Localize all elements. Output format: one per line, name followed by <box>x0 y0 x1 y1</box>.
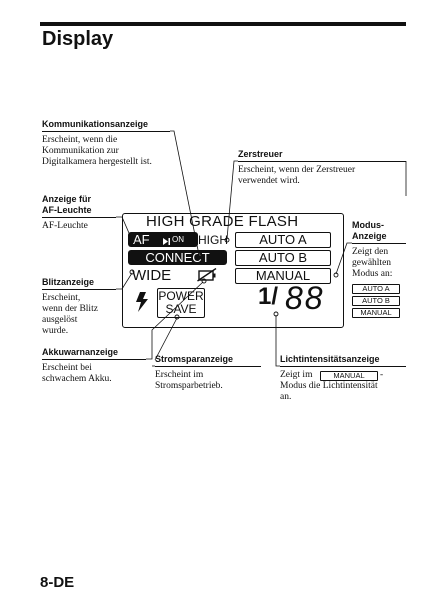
licht-manual-badge: MANUAL <box>320 371 378 381</box>
mode-badge-auto-a: AUTO A <box>352 284 400 294</box>
licht-line-1-pre: Zeigt im <box>280 370 313 380</box>
modus-line-3: Modus an: <box>352 269 393 279</box>
kommunikation-line-3: Digitalkamera hergestellt ist. <box>42 157 152 167</box>
zerstreuer-line-1: Erscheint, wenn der Zerstreuer <box>238 165 356 175</box>
mode-badge-auto-b: AUTO B <box>352 296 400 306</box>
zerstreuer-label: Zerstreuer <box>238 149 283 159</box>
akku-line-2: schwachem Akku. <box>42 374 112 384</box>
lcd-auto-a: AUTO A <box>235 232 331 248</box>
lcd-af-text: AF <box>133 232 150 247</box>
licht-line-3: an. <box>280 392 292 402</box>
kommunikation-line-2: Kommunikation zur <box>42 146 119 156</box>
lcd-digits: 88 <box>285 280 325 316</box>
kommunikation-label: Kommunikationsanzeige <box>42 119 149 129</box>
strom-line-2: Stromsparbetrieb. <box>155 381 223 391</box>
modus-label-1: Modus- <box>352 220 384 230</box>
blitz-line-4: wurde. <box>42 326 69 336</box>
blitz-line-2: wenn der Blitz <box>42 304 98 314</box>
lcd-headline: HIGH GRADE FLASH <box>146 213 299 230</box>
kommunikation-line-1: Erscheint, wenn die <box>42 135 118 145</box>
modus-line-1: Zeigt den <box>352 247 389 257</box>
zerstreuer-line-2: verwendet wird. <box>238 176 300 186</box>
mode-badge-manual: MANUAL <box>352 308 400 318</box>
lcd-save: SAVE <box>165 302 197 316</box>
blitz-label: Blitzanzeige <box>42 277 95 287</box>
lcd-wide: WIDE <box>132 267 172 284</box>
page-title: Display <box>42 28 114 50</box>
lcd-connect: CONNECT <box>128 250 227 265</box>
af-leuchte-line-1: AF-Leuchte <box>42 221 88 231</box>
licht-line-2: Modus die Lichtintensität <box>280 381 378 391</box>
lcd-power: POWER <box>158 289 204 303</box>
licht-label: Lichtintensitätsanzeige <box>280 354 380 364</box>
blitz-line-1: Erscheint, <box>42 293 81 303</box>
licht-line-1-post: - <box>380 370 384 380</box>
lcd-high: HIGH <box>198 233 228 247</box>
page-number: 8-DE <box>40 574 75 591</box>
akku-label: Akkuwarnanzeige <box>42 347 119 357</box>
strom-label: Stromsparanzeige <box>155 354 234 364</box>
modus-line-2: gewählten <box>352 258 392 268</box>
akku-line-1: Erscheint bei <box>42 363 92 373</box>
modus-label-2: Anzeige <box>352 231 387 241</box>
lcd-manual: MANUAL <box>235 268 331 284</box>
af-leuchte-label-2: AF-Leuchte <box>42 205 92 215</box>
lcd-fraction: 1/ <box>258 283 279 310</box>
strom-line-1: Erscheint im <box>155 370 204 380</box>
lcd-af-on: ON <box>172 235 184 244</box>
blitz-line-3: ausgelöst <box>42 315 78 325</box>
af-leuchte-label-1: Anzeige für <box>42 194 92 204</box>
lcd-auto-b: AUTO B <box>235 250 331 266</box>
